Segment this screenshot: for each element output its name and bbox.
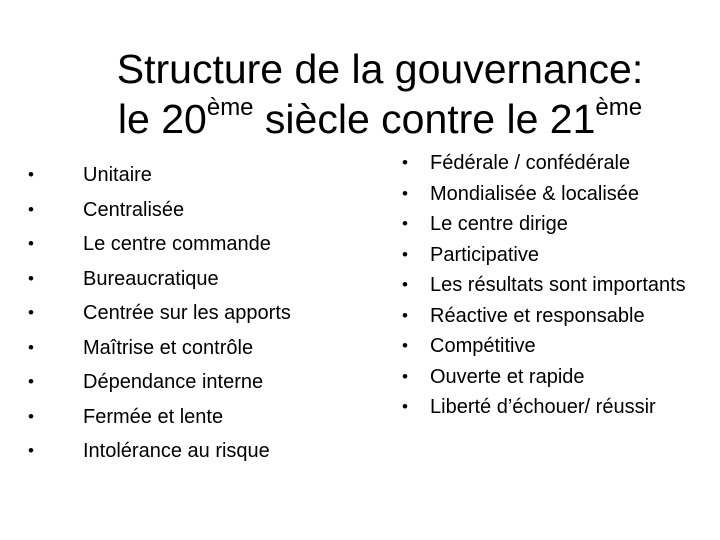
title-superscript-1: ème bbox=[206, 94, 254, 121]
list-item-text: Unitaire bbox=[83, 164, 152, 186]
list-item-text: Réactive et responsable bbox=[430, 304, 645, 327]
list-item-text: Mondialisée & localisée bbox=[430, 182, 640, 205]
bullet-icon: • bbox=[402, 397, 408, 416]
bullet-icon: • bbox=[402, 336, 408, 355]
bullet-icon: • bbox=[28, 234, 34, 253]
bullet-icon: • bbox=[402, 366, 408, 386]
list-item bbox=[28, 335, 358, 370]
list-item bbox=[28, 300, 358, 335]
list-item-text: Dépendance interne bbox=[83, 371, 264, 393]
bullet-icon: • bbox=[28, 372, 34, 391]
bullet-icon: • bbox=[28, 303, 34, 322]
list-item bbox=[402, 211, 712, 237]
title-line-2-prefix: le 20 bbox=[117, 96, 207, 142]
list-item-text: Ouverte et rapide bbox=[430, 365, 585, 388]
list-item bbox=[28, 404, 358, 439]
bullet-icon: • bbox=[28, 441, 34, 460]
list-item bbox=[402, 394, 712, 420]
title-superscript-2: ème bbox=[595, 94, 643, 121]
list-item-text: Intolérance au risque bbox=[83, 440, 270, 462]
bullet-icon: • bbox=[402, 214, 408, 233]
list-item bbox=[28, 266, 358, 301]
list-item-text: Fédérale / confédérale bbox=[430, 152, 631, 174]
list-item bbox=[28, 231, 358, 266]
list-item-text: Centrée sur les apports bbox=[83, 302, 291, 324]
bullet-icon: • bbox=[28, 165, 34, 184]
bullet-icon: • bbox=[402, 153, 408, 172]
list-item bbox=[28, 438, 358, 473]
list-item bbox=[28, 197, 358, 232]
bullet-icon: • bbox=[402, 275, 408, 294]
bullet-icon: • bbox=[28, 337, 34, 357]
list-item bbox=[402, 242, 712, 268]
list-item bbox=[402, 333, 712, 359]
bullet-icon: • bbox=[402, 244, 408, 264]
right-column-list bbox=[402, 150, 712, 425]
title-line-2-middle: siècle contre le 21 bbox=[253, 96, 596, 142]
list-item bbox=[402, 364, 712, 390]
list-item-text: Liberté d’échouer/ réussir bbox=[430, 396, 656, 418]
slide-title bbox=[0, 44, 720, 144]
list-item bbox=[402, 272, 712, 298]
list-item-text: Le centre dirige bbox=[430, 213, 568, 235]
list-item bbox=[402, 150, 712, 176]
bullet-icon: • bbox=[28, 199, 34, 219]
bullet-icon: • bbox=[28, 268, 34, 288]
list-item bbox=[402, 181, 712, 207]
list-item-text: Compétitive bbox=[430, 335, 536, 357]
list-item bbox=[28, 369, 358, 404]
bullet-icon: • bbox=[402, 183, 408, 203]
list-item-text: Participative bbox=[430, 243, 539, 266]
bullet-icon: • bbox=[402, 305, 408, 325]
list-item-text: Fermée et lente bbox=[83, 405, 224, 428]
list-item-text: Centralisée bbox=[83, 198, 185, 221]
list-item-text: Le centre commande bbox=[83, 233, 271, 255]
list-item-text: Maîtrise et contrôle bbox=[83, 336, 254, 359]
left-column-list bbox=[28, 162, 358, 473]
list-item-text: Les résultats sont importants bbox=[430, 274, 686, 296]
list-item-text: Bureaucratique bbox=[83, 267, 219, 290]
title-line-1: Structure de la gouvernance: bbox=[116, 46, 644, 92]
bullet-icon: • bbox=[28, 406, 34, 426]
list-item bbox=[402, 303, 712, 329]
list-item bbox=[28, 162, 358, 197]
